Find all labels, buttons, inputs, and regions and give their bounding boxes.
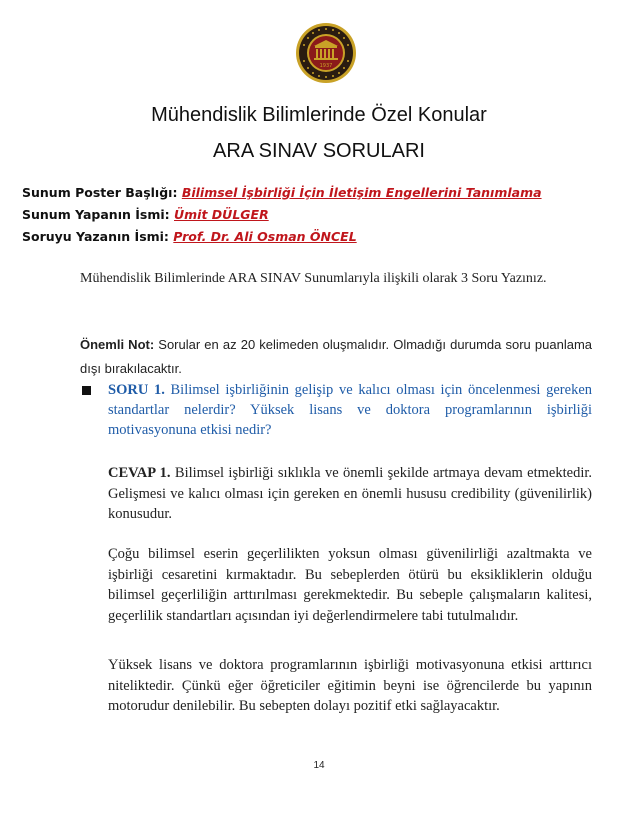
meta-presenter-row — [22, 207, 269, 222]
document-subtitle: ARA SINAV SORULARI — [213, 140, 425, 162]
question-1 — [108, 380, 592, 440]
bullet-square-icon — [82, 386, 91, 395]
meta-author-row — [22, 229, 357, 244]
answer-text-1: Bilimsel işbirliği sıklıkla ve önemli şekilde artmaya devam etmektedir. Gelişmesi ve kalıcı olması için gereken en önemli hususu credibility (güvenilirlik) konusudur. — [108, 465, 592, 522]
question-label: SORU 1. — [108, 382, 165, 398]
answer-paragraph-3: Yüksek lisans ve doktora programlarının işbirliği motivasyonuna etkisi arttırıcı niteliktedir. Çünkü eğer öğreticiler eğitimin beyni ise öğrencilerde bu yapının motorudur denilebilir. Bu sebepten dolayı pozitif etki sağlayacaktır. — [108, 657, 592, 714]
note-text: Sorular en az 20 kelimeden oluşmalıdır. Olmadığı durumda soru puanlama dışı bırakılacaktır. — [80, 337, 592, 376]
presenter-value: Ümit DÜLGER — [174, 207, 269, 222]
page-number: 14 — [313, 760, 325, 771]
document-title: Mühendislik Bilimlerinde Özel Konular — [151, 104, 487, 126]
intro-paragraph: Mühendislik Bilimlerinde ARA SINAV Sunumlarıyla ilişkili olarak 3 Soru Yazınız. — [80, 271, 547, 286]
poster-label: Sunum Poster Başlığı: — [22, 185, 178, 200]
author-label: Soruyu Yazanın İsmi: — [22, 229, 169, 244]
seal-emblem-icon — [295, 22, 357, 84]
author-value: Prof. Dr. Ali Osman ÖNCEL — [173, 229, 357, 244]
answer-paragraph-2: Çoğu bilimsel eserin geçerlilikten yoksun olması güvenilirliği azaltmakta ve işbirliği cesaretini kırmaktadır. Bu sebeplerden ötürü bu eksikliklerin olduğu bilimsel geçerliliğin arttırılması gerekmektedir. Bu sebeple çalışmaların kalitesi, geçerlilik standartları açısından iyi değerlendirmelere tabi tutulmalıdır. — [108, 546, 592, 624]
question-text: Bilimsel işbirliğinin gelişip ve kalıcı olması için öncelenmesi gereken standartlar nelerdir? Yüksek lisans ve doktora programlarının işbirliği motivasyonuna etkisi nedir? — [108, 382, 592, 438]
seal-year: 1937 — [319, 63, 333, 69]
important-note — [80, 333, 592, 381]
answer-paragraph-1 — [108, 463, 592, 525]
university-seal-logo — [295, 22, 357, 84]
answer-label: CEVAP 1. — [108, 465, 171, 481]
note-label: Önemli Not: — [80, 337, 155, 352]
poster-value: Bilimsel İşbirliği İçin İletişim Engellerini Tanımlama — [181, 185, 542, 200]
presenter-label: Sunum Yapanın İsmi: — [22, 207, 170, 222]
meta-poster-row — [22, 185, 542, 200]
